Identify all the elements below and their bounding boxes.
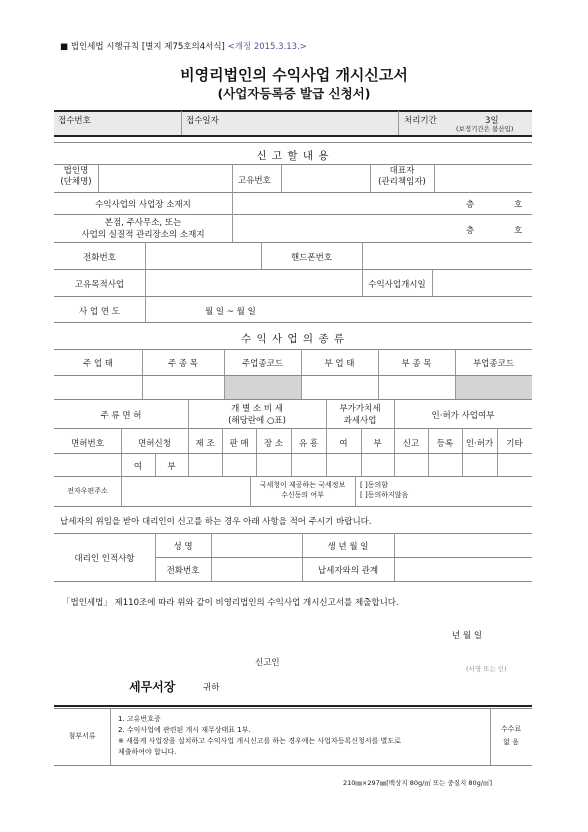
main-code-label: 주업종코드	[241, 359, 284, 369]
other-col: 기타	[506, 439, 523, 449]
main-biz-type-label: 주 업 태	[82, 359, 114, 369]
attachment-item-2: 2. 수익사업에 관련된 개시 재무상태표 1부.	[118, 726, 251, 734]
reporter-label: 신고인	[255, 658, 280, 668]
license-no-col: 면허번호	[71, 439, 104, 449]
processing-days-note: (보정기간은 불산입)	[456, 125, 514, 133]
signature-note: (서명 또는 인)	[466, 665, 507, 673]
entertainment-col: 유 흥	[298, 439, 319, 449]
vat-no-col: 부	[373, 439, 382, 449]
declaration-text: 「법인세법」 제110조에 따라 위와 같이 비영리법인의 수익사업 개시신고서를 제출합니다.	[62, 598, 399, 608]
license-apply-yes: 여	[133, 462, 143, 472]
delegate-relation-label: 납세자와의 관계	[317, 566, 379, 576]
email-label: 전자우편주소	[67, 487, 108, 495]
main-code-shade	[224, 375, 301, 399]
purpose-biz-label: 고유목적사업	[74, 280, 125, 290]
tax-info-consent-2: 수신동의 여부	[281, 491, 324, 499]
fiscal-year-label: 사 업 연 도	[79, 307, 120, 317]
sub-code-label: 부업종코드	[472, 359, 515, 369]
registration-col: 등록	[436, 439, 454, 449]
place-col: 장 소	[263, 439, 284, 449]
permit-col: 인·허가	[465, 439, 494, 449]
floor-label: 층	[466, 200, 475, 210]
attachment-item-1: 1. 고유번호증	[118, 715, 161, 723]
report-col: 신고	[402, 439, 420, 449]
hq-unit-label: 호	[514, 226, 523, 236]
phone-label: 전화번호	[83, 253, 116, 263]
sub-code-shade	[455, 375, 532, 399]
receipt-date-label: 접수일자	[186, 116, 219, 126]
vat-yes-col: 여	[339, 439, 348, 449]
processing-days: 3일	[485, 116, 499, 126]
start-date-label: 수익사업개시일	[368, 280, 426, 290]
corp-name-label: 법인명 (단체명)	[60, 166, 92, 187]
processing-period-label: 처리기간	[404, 116, 437, 126]
regulation-header	[60, 40, 307, 52]
mobile-label: 핸드폰번호	[290, 253, 333, 263]
attachment-item-3: ※ 새롭게 사업장을 설치하고 수익사업 개시신고를 하는 경우에는 사업자등록신청서를 별도로	[118, 737, 401, 745]
attachment-item-4: 제출하여야 합니다.	[118, 748, 177, 756]
section-business-title: 수 익 사 업 의 종 류	[240, 333, 346, 345]
consumption-tax-header-1: 개 별 소 비 세	[231, 404, 283, 414]
vat-header-1: 부가가치세	[339, 404, 381, 414]
regulation-text: 법인세법 시행규칙 [별지 제75호의4서식]	[70, 42, 225, 52]
section-report-title: 신 고 할 내 용	[256, 150, 330, 162]
paper-spec-footer: 210㎜×297㎜[백상지 80g/㎡ 또는 중질지 80g/㎡]	[343, 779, 493, 787]
license-apply-no: 부	[167, 462, 176, 472]
delegate-phone-label: 전화번호	[166, 566, 200, 576]
consent-agree-checkbox[interactable]: [ ]동의함	[360, 481, 388, 489]
attachments-label: 첨부서류	[68, 732, 96, 740]
manufacture-col: 제 조	[195, 439, 215, 449]
fee-label: 수수료	[500, 725, 522, 733]
hq-floor-label: 층	[466, 226, 475, 236]
sub-biz-type-label: 부 업 태	[324, 359, 355, 369]
unique-no-label: 고유번호	[238, 176, 271, 186]
tax-office-label: 세무서장	[129, 680, 176, 694]
unit-label: 호	[514, 200, 523, 210]
biz-location-label: 수익사업의 사업장 소재지	[95, 200, 191, 210]
delegate-birth-label: 생 년 월 일	[327, 542, 369, 552]
delegate-name-label: 성 명	[173, 542, 193, 552]
hq-location-label-1: 본점, 주사무소, 또는	[104, 218, 182, 228]
tax-info-consent-1: 국세청이 제공하는 국세정보	[259, 481, 346, 489]
revision-text: <개정 2015.3.13.>	[227, 42, 307, 52]
consumption-tax-header-2: (해당란에 ○표)	[228, 416, 286, 426]
permit-header: 인·허가 사업여부	[431, 411, 495, 421]
liquor-license-header: 주 류 면 허	[100, 411, 142, 421]
license-apply-col: 면허신청	[138, 439, 171, 449]
delegate-note: 납세자의 위임을 받아 대리인이 신고를 하는 경우 아래 사항을 적어 주시기 바랍니다.	[60, 517, 372, 527]
vat-header-2: 과세사업	[343, 416, 377, 426]
main-biz-item-label: 주 종 목	[167, 359, 199, 369]
delegate-label: 대리인 인적사항	[74, 554, 135, 564]
square-bullet-icon: ■	[60, 42, 71, 52]
sub-biz-item-label: 부 종 목	[401, 359, 432, 369]
hq-location-label-2: 사업의 실질적 관리장소의 소재지	[81, 230, 205, 240]
form-subtitle: (사업자등록증 발급 신청서)	[217, 86, 371, 101]
form-title: 비영리법인의 수익사업 개시신고서	[180, 66, 408, 84]
addressee-label: 귀하	[203, 683, 220, 693]
representative-label: 대표자 (관리책임자)	[378, 166, 426, 187]
receipt-no-label: 접수번호	[58, 116, 91, 126]
consent-disagree-checkbox[interactable]: [ ]동의하지않음	[360, 491, 409, 499]
fiscal-year-range: 월 일 ~ 월 일	[205, 307, 256, 317]
declaration-date: 년 월 일	[452, 631, 483, 641]
fee-value: 없 음	[503, 738, 519, 746]
sale-col: 판 매	[229, 439, 249, 449]
